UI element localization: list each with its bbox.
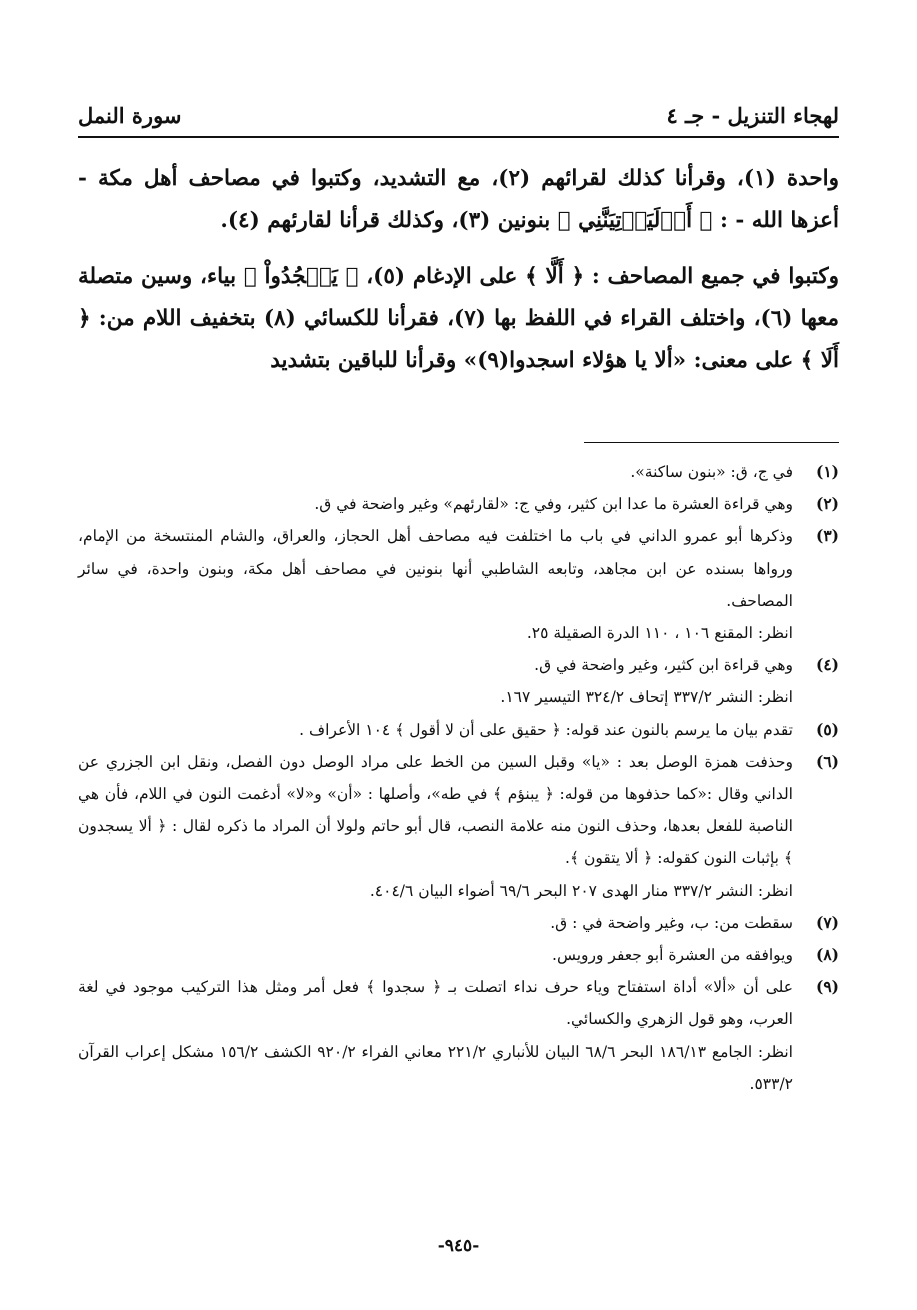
footnote-number: (٧) <box>815 912 839 932</box>
main-text <box>78 158 839 382</box>
footnote-3 <box>78 520 839 649</box>
footnote-text: سقطت من: ب، وغير واضحة في : ق. <box>550 913 793 932</box>
footnote-reference: انظر: النشر ٣٣٧/٢ إتحاف ٣٢٤/٢ التيسير ١٦٧. <box>500 688 793 707</box>
surah-title: سورة النمل <box>78 103 182 128</box>
footnote-text: تقدم بيان ما يرسم بالنون عند قوله: ﴿ حقيق على أن لا أقول ﴾ ١٠٤ الأعراف . <box>299 720 793 739</box>
footnote-number: (٨) <box>815 945 839 965</box>
footnote-number: (٤) <box>815 655 839 675</box>
footnote-4 <box>78 649 839 713</box>
footnote-text: وحذفت همزة الوصل بعد : «يا» وقبل السين من الخط على مراد الوصل دون الفصل، ونقل ابن الجزري عن الداني وقال :«كما حذفوها من قوله: ﴿ يبنؤم ﴾ في طه»، وأصلها : «أن» و«لا» أدغمت النون في اللام، فأن هي الناصبة للفعل بعدها، وحذف النون منه علامة النصب، قال أبو حاتم ولولا أن المراد ما ذكره لقال : ﴿ ألا يسجدون ﴾ بإثبات النون كقوله: ﴿ ألا يتقون ﴾. <box>78 752 793 868</box>
page-number: -٩٤٥- <box>437 1236 480 1256</box>
main-paragraph-2: وكتبوا في جميع المصاحف : ﴿ أَلَّا ﴾ على الإدغام (٥)، ﴿ يَسۡجُدُواْ ﴾ بياء، وسين متصلة معها (٦)، واختلف القراء في اللفظ بها (٧)، فقرأنا للكسائي (٨) بتخفيف اللام من: ﴿ أَلَا ﴾ على معنى: «ألا يا هؤلاء اسجدوا(٩)» وقرأنا للباقين بتشديد <box>78 264 839 373</box>
book-title: لهجاء التنزيل - جـ ٤ <box>666 103 839 128</box>
footnote-number: (٦) <box>815 751 839 771</box>
footnote-2 <box>78 488 839 520</box>
footnotes <box>78 456 839 1100</box>
running-header <box>78 92 839 138</box>
footnote-text: على أن «ألا» أداة استفتاح وياء حرف نداء اتصلت بـ ﴿ سجدوا ﴾ فعل أمر ومثل هذا التركيب موجود في لغة العرب، وهو قول الزهري والكسائي. <box>78 978 793 1029</box>
footnote-text: ويوافقه من العشرة أبو جعفر ورويس. <box>552 946 793 965</box>
footnote-number: (٩) <box>815 977 839 997</box>
footnote-1 <box>78 456 839 488</box>
footnote-reference: انظر: المقنع ١٠٦ ، ١١٠ الدرة الصقيلة ٢٥. <box>526 624 793 643</box>
main-paragraph-1: واحدة (١)، وقرأنا كذلك لقرائهم (٢)، مع التشديد، وكتبوا في مصاحف أهل مكة - أعزها الله - : ﴿ أَوۡلَيَأۡتِيَنَّنِي ﴾ بنونين (٣)، وكذلك قرأنا لقارئهم (٤). <box>78 166 840 233</box>
footnote-number: (٣) <box>815 526 839 546</box>
footnote-reference: انظر: الجامع ١٨٦/١٣ البحر ٦٨/٦ البيان للأنباري ٢٢١/٢ معاني الفراء ٩٢٠/٢ الكشف ١٥٦/٢ مشكل إعراب القرآن ٥٣٣/٢. <box>78 1042 793 1093</box>
footnote-7 <box>78 907 839 939</box>
footnote-number: (١) <box>815 462 839 481</box>
footnote-number: (٢) <box>815 494 839 514</box>
footnote-6 <box>78 746 839 907</box>
footnote-text: وهي قراءة ابن كثير، وغير واضحة في ق. <box>534 656 793 675</box>
footnote-8 <box>78 939 839 971</box>
footnote-text: وذكرها أبو عمرو الداني في باب ما اختلفت فيه مصاحف أهل الحجاز، والعراق، والشام المنتسخة من الإمام، ورواها بسنده عن ابن مجاهد، وتابعه الشاطبي أنها بنونين في مصاحف أهل مكة، وبنون واحدة، في سائر المصاحف. <box>78 527 793 610</box>
footnote-reference: انظر: النشر ٣٣٧/٢ منار الهدى ٢٠٧ البحر ٦٩/٦ أضواء البيان ٤٠٤/٦. <box>369 881 793 900</box>
footnote-divider <box>584 442 839 443</box>
footnote-5 <box>78 714 839 746</box>
footnote-text: وهي قراءة العشرة ما عدا ابن كثير، وفي ج: «لقارئهم» وغير واضحة في ق. <box>314 495 793 514</box>
footnote-text: في ج، ق: «بنون ساكنة». <box>630 463 793 481</box>
footnote-number: (٥) <box>815 719 839 739</box>
footnote-9 <box>78 971 839 1100</box>
